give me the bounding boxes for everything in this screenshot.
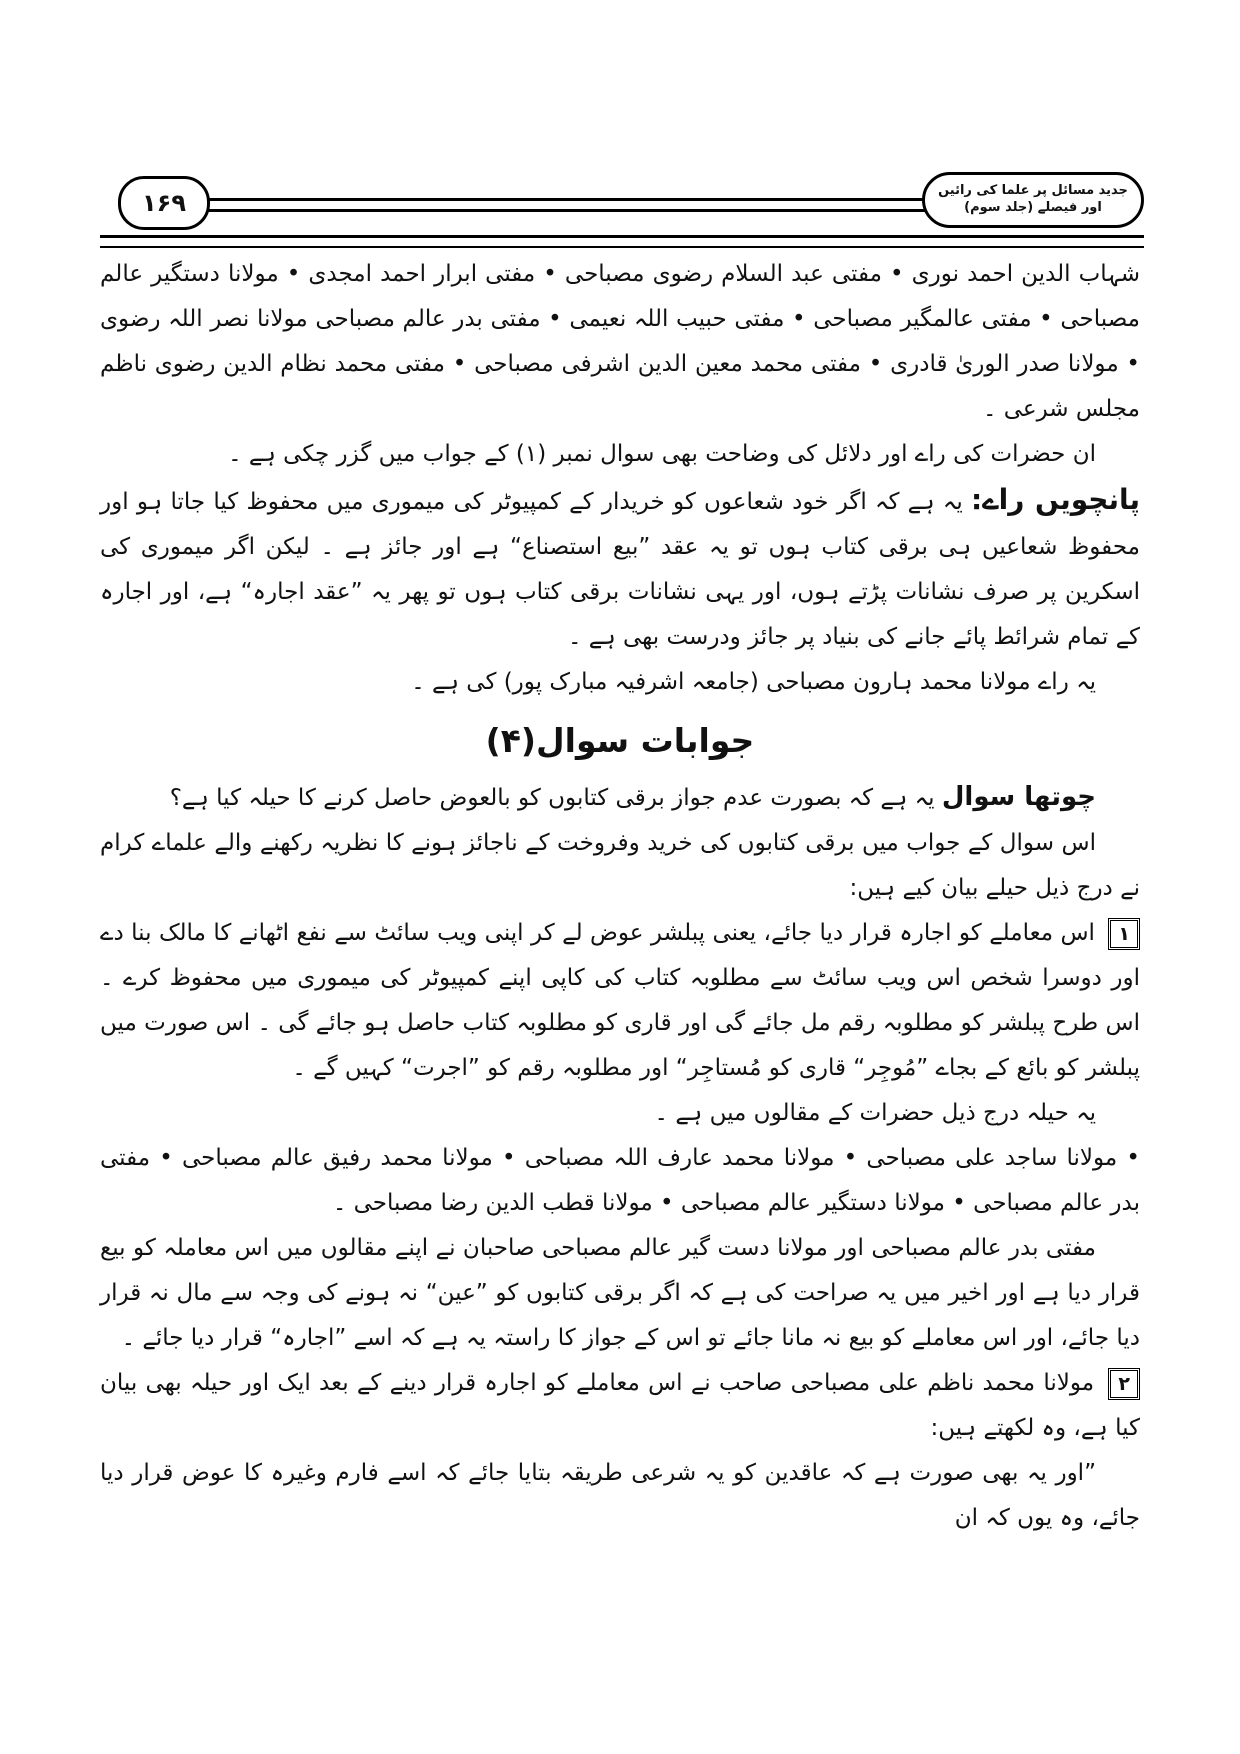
book-title: جدید مسائل پر علما کی رائیں اور فیصلے (جلد سوم) xyxy=(938,183,1128,215)
hila-1-number-box: ۱ xyxy=(1108,918,1140,950)
answer-intro: اس سوال کے جواب میں برقی کتابوں کی خرید وفروخت کے ناجائز ہونے کا نظریہ رکھنے والے علماے کرام نے درج ذیل حیلے بیان کیے ہیں: xyxy=(100,830,1140,901)
fifth-opinion-attribution: یہ راے مولانا محمد ہارون مصباحی (جامعہ اشرفیہ مبارک پور) کی ہے ۔ xyxy=(411,669,1096,695)
hila-2-paragraph xyxy=(100,1361,1140,1451)
reference-note: ان حضرات کی راے اور دلائل کی وضاحت بھی سوال نمبر (۱) کے جواب میں گزر چکی ہے ۔ xyxy=(228,441,1096,467)
hila-1-paragraph xyxy=(100,911,1140,1091)
scholars-list-2: • مولانا ساجد علی مصباحی • مولانا محمد عارف اللہ مصباحی • مولانا محمد رفیق عالم مصباحی • مفتی بدر عالم مصباحی • مولانا دستگیر عالم مصباحی • مولانا قطب الدین رضا مصباحی ۔ xyxy=(100,1145,1140,1216)
quote-opening: ”اور یہ بھی صورت ہے کہ عاقدین کو یہ شرعی طریقہ بتایا جائے کہ اسے فارم وغیرہ کا عوض قرار دیا جائے، وہ یوں کہ ان xyxy=(100,1460,1140,1531)
scholars-list-1: شہاب الدین احمد نوری • مفتی عبد السلام رضوی مصباحی • مفتی ابرار احمد امجدی • مولانا دستگیر عالم مصباحی • مفتی عالمگیر مصباحی • مفتی حبیب اللہ نعیمی • مفتی بدر عالم مصباحی مولانا نصر اللہ رضوی • مولانا صدر الورىٰ قادری • مفتی محمد معین الدین اشرفی مصباحی • مفتی محمد نظام الدین رضوی ناظم مجلس شرعی ۔ xyxy=(100,261,1140,422)
page-number: ۱۶۹ xyxy=(142,189,186,217)
fifth-opinion-label: پانچویں راے: xyxy=(971,483,1141,516)
book-title-badge xyxy=(922,172,1144,228)
header-rule-bottom xyxy=(100,235,1144,248)
fourth-question-paragraph xyxy=(100,775,1140,821)
page-header xyxy=(100,172,1144,248)
fifth-opinion-paragraph xyxy=(100,477,1140,660)
fourth-question-text: یہ ہے کہ بصورت عدم جواز برقی کتابوں کو بالعوض حاصل کرنے کا حیلہ کیا ہے؟ xyxy=(169,785,935,811)
clarification-paragraph: مفتی بدر عالم مصباحی اور مولانا دست گیر عالم مصباحی صاحبان نے اپنے مقالوں میں اس معاملہ کو بیع قرار دیا ہے اور اخیر میں یہ صراحت کی ہے کہ اگر برقی کتابوں کو ”عین“ نہ ہونے کی وجہ سے مال نہ قرار دیا جائے، اور اس معاملے کو بیع نہ مانا جائے تو اس کے جواز کا راستہ یہ ہے کہ اسے ”اجارہ“ قرار دیا جائے ۔ xyxy=(100,1235,1140,1351)
fifth-opinion-text: یہ ہے کہ اگر خود شعاعوں کو خریدار کے کمپیوٹر کی میموری میں محفوظ کیا جاتا ہو اور محفوظ شعاعیں ہی برقی کتاب ہوں تو یہ عقد ”بیع استصناع“ ہے اور جائز ہے ۔ لیکن اگر میموری کی اسکرین پر صرف نشانات پڑتے ہوں، اور یہی نشانات برقی کتاب ہوں تو پھر یہ ”عقد اجارہ“ ہے، اور اجارہ کے تمام شرائط پائے جانے کی بنیاد پر جائز ودرست بھی ہے ۔ xyxy=(100,489,1140,650)
hila-2-text: مولانا محمد ناظم علی مصباحی صاحب نے اس معاملے کو اجارہ قرار دینے کے بعد ایک اور حیلہ بھی بیان کیا ہے، وہ لکھتے ہیں: xyxy=(100,1370,1140,1441)
page-body xyxy=(100,252,1140,1541)
header-rule-connector xyxy=(155,198,1034,212)
hila-1-text: اس معاملے کو اجارہ قرار دیا جائے، یعنی پبلشر عوض لے کر اپنی ویب سائٹ سے نفع اٹھانے کا مالک بنا دے اور دوسرا شخص اس ویب سائٹ سے مطلوبہ کتاب کی کاپی اپنے کمپیوٹر کی میموری میں محفوظ کرے ۔ اس طرح پبلشر کو مطلوبہ رقم مل جائے گی اور قاری کو مطلوبہ کتاب حاصل ہو جائے گی ۔ اس صورت میں پبلشر کو بائع کے بجاے ”مُوجِر“ قاری کو مُستاجِر“ اور مطلوبہ رقم کو ”اجرت“ کہیں گے ۔ xyxy=(100,920,1140,1081)
hila-1-sources-intro: یہ حیلہ درج ذیل حضرات کے مقالوں میں ہے ۔ xyxy=(654,1100,1096,1126)
fourth-question-label: چوتھا سوال xyxy=(941,782,1096,812)
section-heading: جوابات سوال(۴) xyxy=(485,721,755,760)
page-number-badge xyxy=(118,176,210,230)
hila-2-number-box: ۲ xyxy=(1108,1368,1140,1400)
